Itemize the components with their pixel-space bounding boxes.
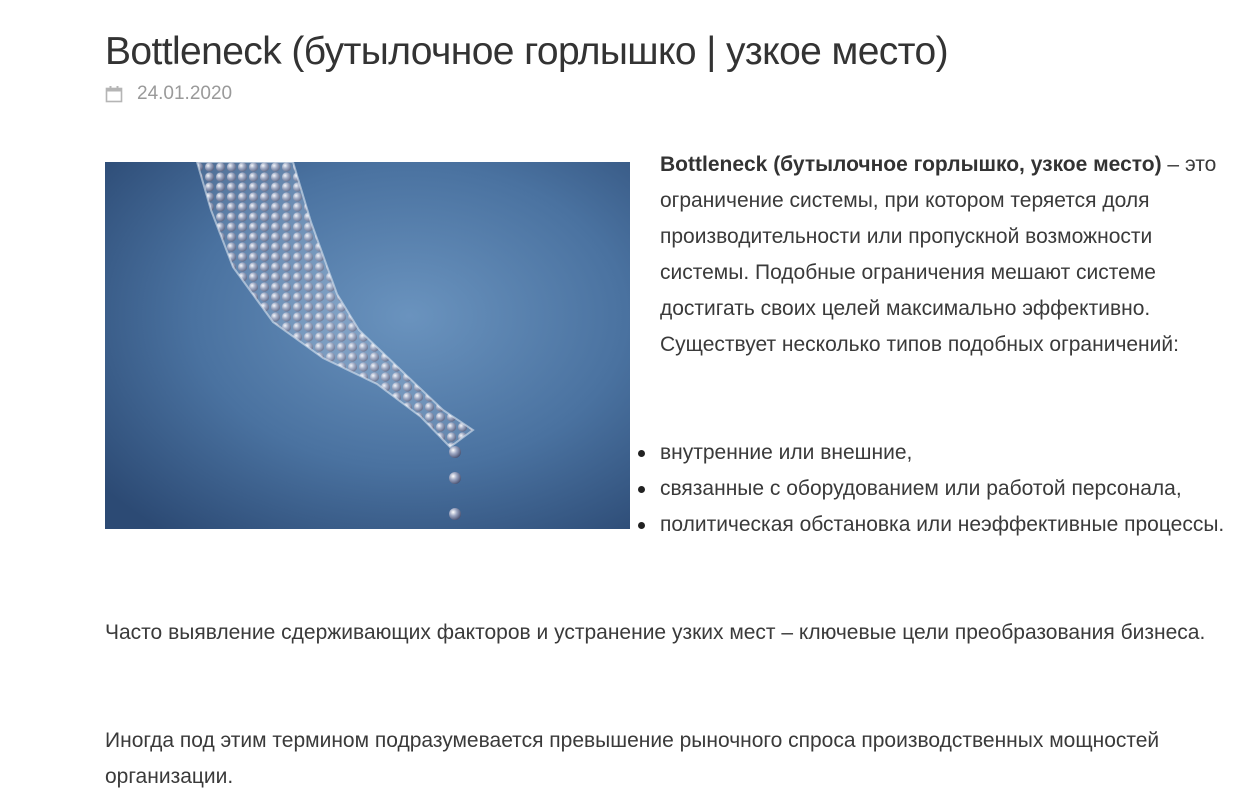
- post-meta: [105, 83, 232, 105]
- article-image: [105, 162, 630, 529]
- bead-drop: [449, 508, 461, 520]
- intro-term: Bottleneck (бутылочное горлышко, узкое место): [660, 153, 1162, 176]
- page-title: Bottleneck (бутылочное горлышко | узкое место): [105, 30, 948, 73]
- post-date: 24.01.2020: [137, 83, 233, 104]
- bullet-list: [660, 435, 1235, 543]
- bead-drop: [449, 446, 461, 458]
- body-paragraph: Иногда под этим термином подразумевается превышение рыночного спроса производственных мощностей организации.: [105, 729, 1160, 788]
- list-item: связанные с оборудованием или работой персонала,: [660, 471, 1235, 507]
- bead-drop: [449, 472, 461, 484]
- intro-text: – это ограничение системы, при котором теряется доля производительности или пропускной возможности системы. Подобные ограничения мешают системе достигать своих целей максимально эффективно. Существует несколько типов подобных ограничений:: [660, 153, 1217, 356]
- list-item: политическая обстановка или неэффективные процессы.: [660, 507, 1235, 543]
- body-paragraph: Часто выявление сдерживающих факторов и устранение узких мест – ключевые цели преобразования бизнеса.: [105, 621, 1206, 644]
- list-item: внутренние или внешние,: [660, 435, 1235, 471]
- intro-paragraph: [660, 147, 1235, 363]
- calendar-icon: [105, 85, 123, 103]
